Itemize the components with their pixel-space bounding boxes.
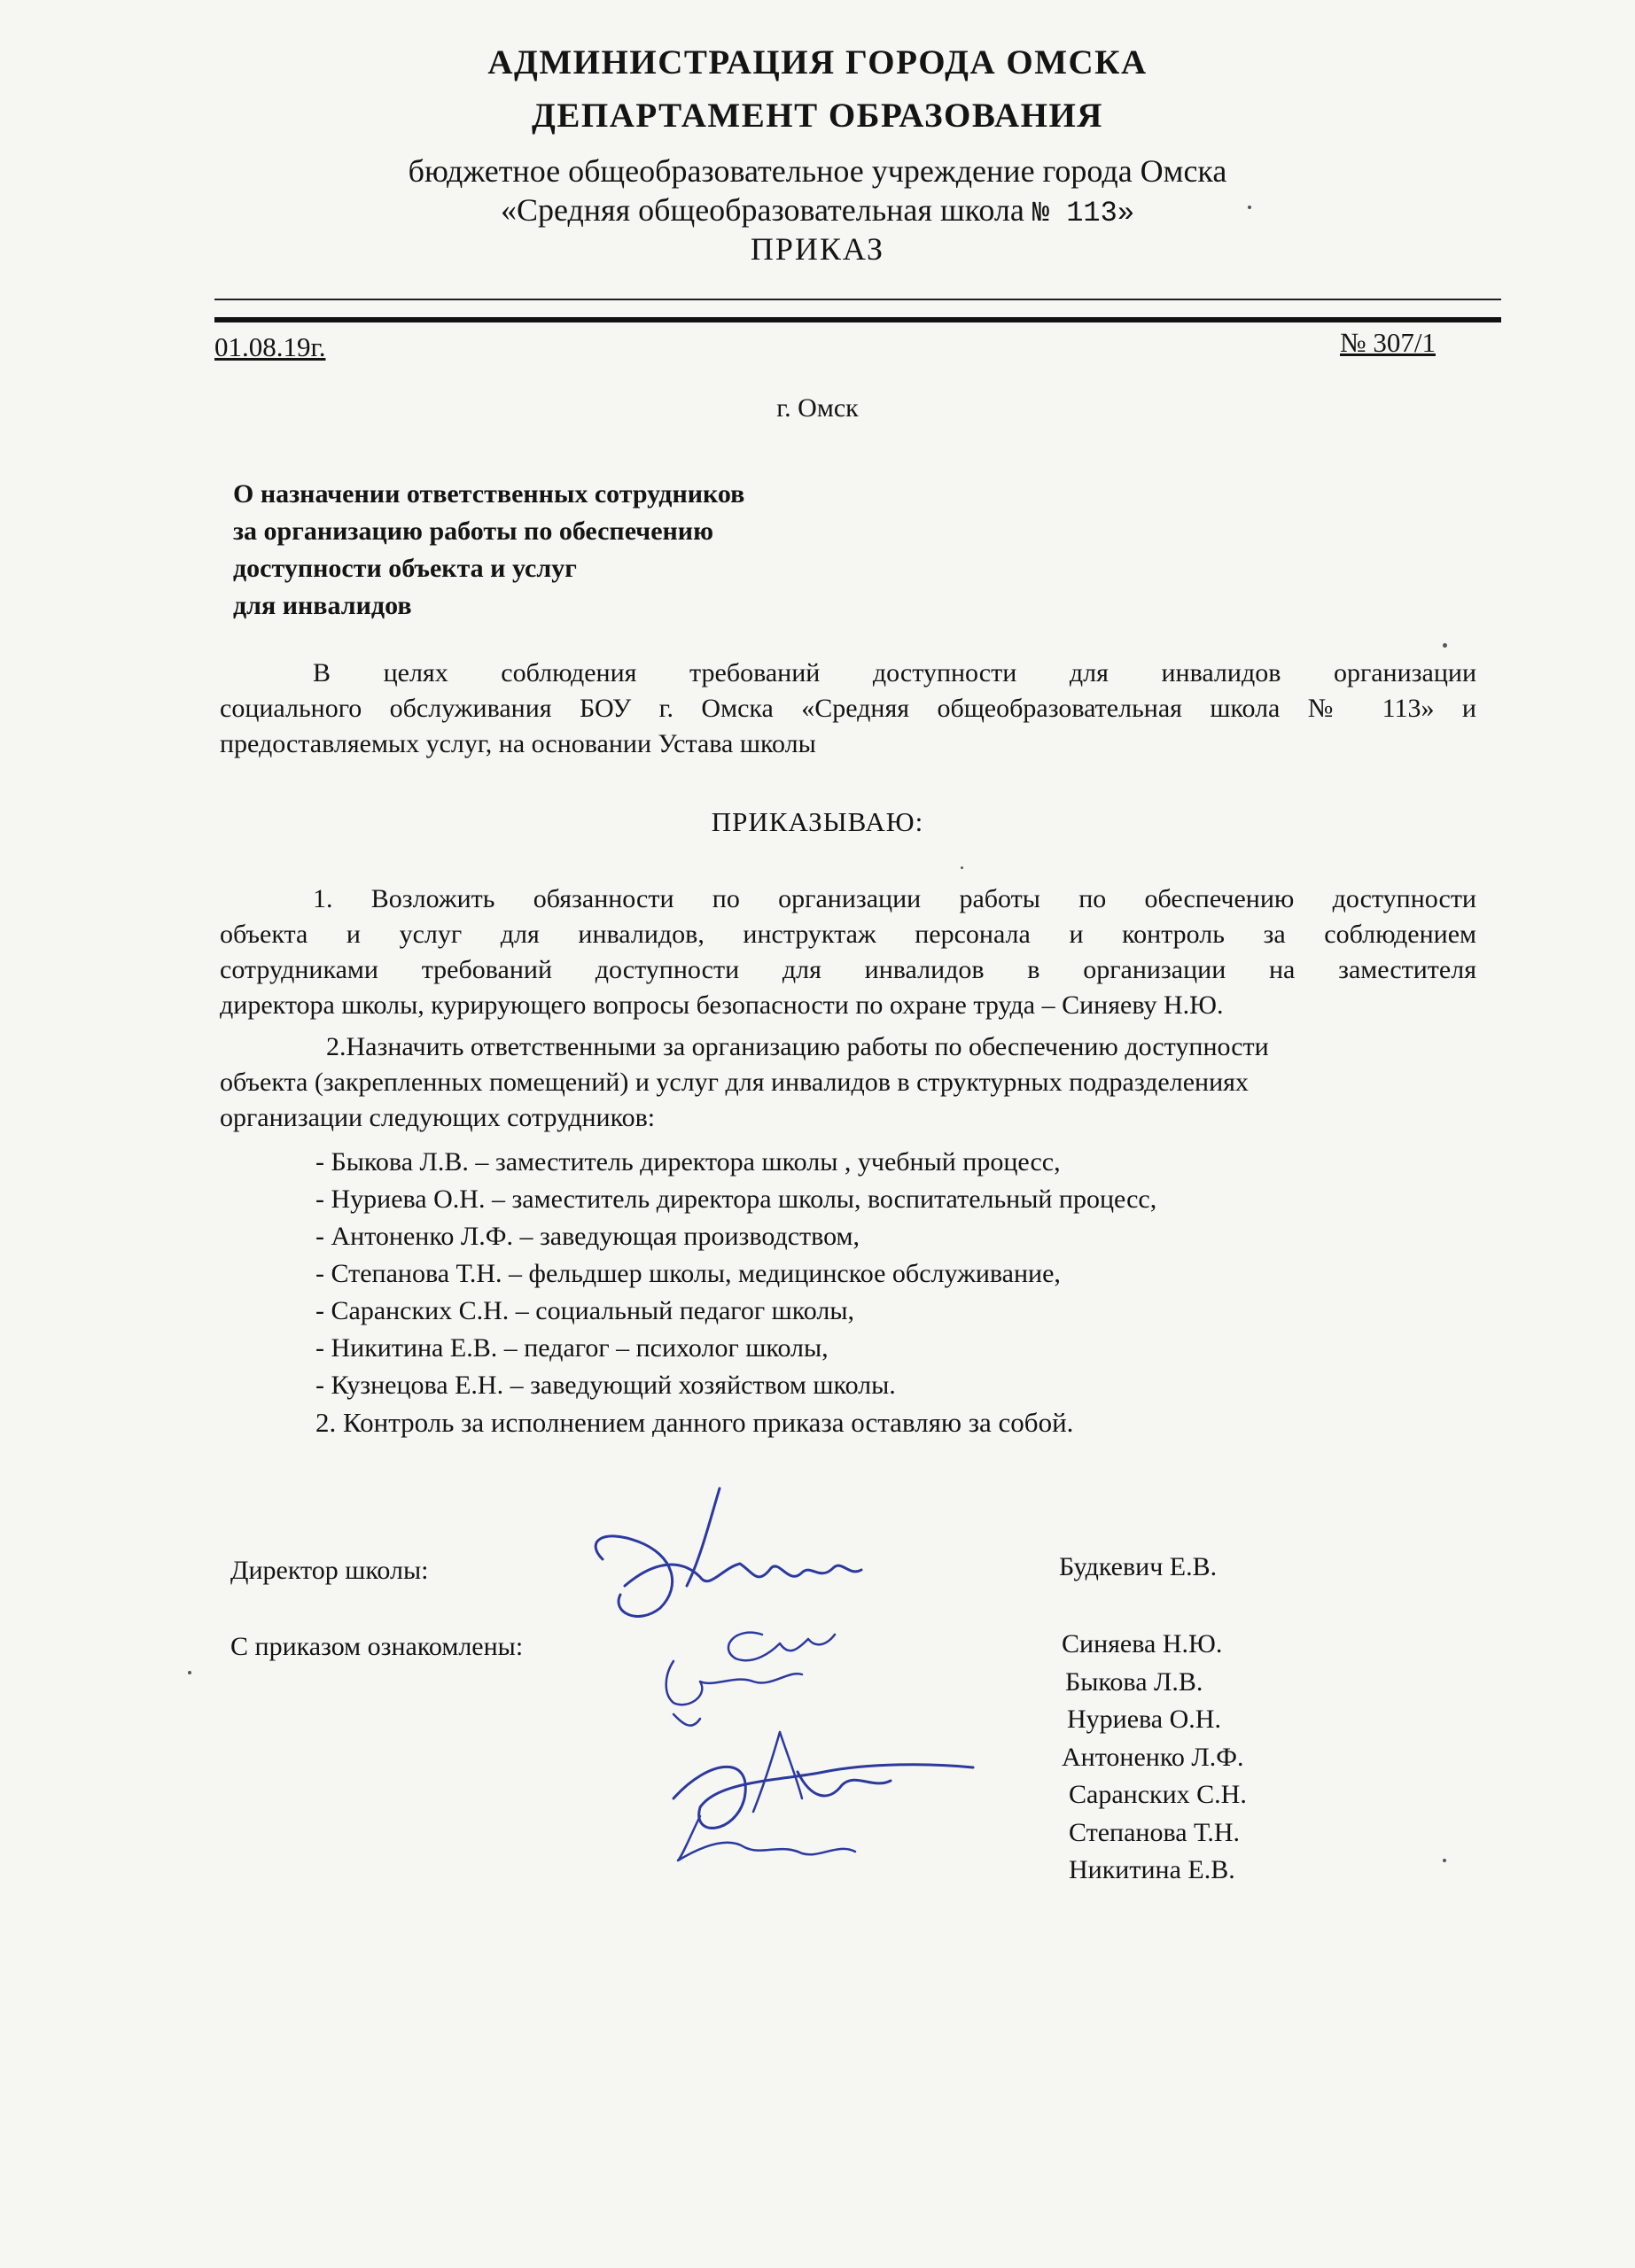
title-line: для инвалидов <box>233 591 412 620</box>
title-line: за организацию работы по обеспечению <box>233 517 714 546</box>
scan-speck <box>1248 206 1251 209</box>
item-3-control: 2. Контроль за исполнением данного приказа оставляю за собой. <box>315 1407 1074 1438</box>
signature-bykova <box>666 1661 802 1705</box>
order-date: 01.08.19г. <box>214 331 326 362</box>
familiarized-name: Саранских С.Н. <box>1069 1780 1247 1809</box>
staff-list-item: - Никитина Е.В. – педагог – психолог школы, <box>315 1333 829 1363</box>
signature-sinyaeva <box>728 1633 835 1661</box>
institution-line: бюджетное общеобразовательное учреждение города Омска <box>408 153 1227 189</box>
director-label: Директор школы: <box>230 1556 429 1585</box>
order-city: г. Омск <box>776 393 859 423</box>
familiarized-name: Синяева Н.Ю. <box>1062 1629 1223 1658</box>
preamble-paragraph <box>220 656 1476 762</box>
familiarized-label: С приказом ознакомлены: <box>230 1632 524 1661</box>
title-line: О назначении ответственных сотрудников <box>233 479 745 509</box>
item-2-line: объекта (закрепленных помещений) и услуг для инвалидов в структурных подразделениях <box>220 1068 1249 1097</box>
familiarized-name: Нуриева О.Н. <box>1067 1705 1221 1734</box>
administration-heading: АДМИНИСТРАЦИЯ ГОРОДА ОМСКА <box>487 43 1148 82</box>
item-1-line: директора школы, курирующего вопросы безопасности по охране труда – Синяеву Н.Ю. <box>220 990 1224 1020</box>
item-2-paragraph <box>220 1029 1476 1136</box>
school-number: № 113» <box>1032 197 1135 229</box>
director-signature <box>596 1488 861 1616</box>
scan-speck <box>961 866 963 869</box>
familiarized-name: Быкова Л.В. <box>1065 1666 1203 1697</box>
signature-nurieva <box>673 1714 802 1812</box>
signature-antonenko <box>673 1765 973 1829</box>
item-1-line: сотрудниками требований доступности для инвалидов в организации на заместителя <box>220 955 1476 984</box>
staff-list-item: - Степанова Т.Н. – фельдшер школы, медицинское обслуживание, <box>315 1259 1061 1288</box>
scan-speck <box>1443 643 1447 648</box>
command-word: ПРИКАЗЫВАЮ: <box>711 806 924 837</box>
header-rule-thick <box>214 317 1501 322</box>
item-2-line: организации следующих сотрудников: <box>220 1103 656 1132</box>
familiarized-names <box>1062 1626 1247 1890</box>
familiarized-name: Степанова Т.Н. <box>1069 1817 1241 1847</box>
document-type: ПРИКАЗ <box>750 231 885 267</box>
familiarized-name: Никитина Е.В. <box>1069 1855 1235 1884</box>
staff-list <box>315 1144 1156 1404</box>
school-name-prefix: «Средняя общеобразовательная школа <box>500 192 1024 228</box>
item-2-line: 2.Назначить ответственными за организацию работы по обеспечению доступности <box>326 1032 1269 1061</box>
item-1-line: объекта и услуг для инвалидов, инструктаж персонала и контроль за соблюдением <box>220 920 1476 949</box>
title-line: доступности объекта и услуг <box>233 554 577 583</box>
familiarized-name: Антоненко Л.Ф. <box>1062 1742 1244 1772</box>
header-rule-thin <box>214 299 1501 300</box>
staff-list-item: - Саранских С.Н. – социальный педагог школы, <box>315 1296 855 1325</box>
school-name-line <box>0 191 1635 229</box>
order-number: № 307/1 <box>1340 327 1436 358</box>
staff-list-item: - Быкова Л.В. – заместитель директора школы , учебный процесс, <box>315 1147 1061 1177</box>
department-heading: ДЕПАРТАМЕНТ ОБРАЗОВАНИЯ <box>532 97 1103 135</box>
signature-stepanova <box>678 1816 855 1860</box>
item-1-line: 1. Возложить обязанности по организации работы по обеспечению доступности <box>313 884 1476 913</box>
staff-list-item: - Кузнецова Е.Н. – заведующий хозяйством школы. <box>315 1371 896 1400</box>
staff-list-item: - Антоненко Л.Ф. – заведующая производством, <box>315 1222 860 1251</box>
preamble-line: В целях соблюдения требований доступности для инвалидов организации <box>313 658 1476 687</box>
signature-ink <box>596 1488 973 1860</box>
scan-speck <box>1443 1859 1446 1862</box>
scan-speck <box>188 1671 191 1674</box>
director-name: Будкевич Е.В. <box>1059 1552 1218 1581</box>
preamble-line: предоставляемых услуг, на основании Устава школы <box>220 729 816 758</box>
staff-list-item: - Нуриева О.Н. – заместитель директора школы, воспитательный процесс, <box>315 1184 1157 1214</box>
order-title <box>233 476 744 625</box>
preamble-line: социального обслуживания БОУ г. Омска «Средняя общеобразовательная школа № 113» и <box>220 694 1476 723</box>
item-1-paragraph <box>220 882 1476 1023</box>
